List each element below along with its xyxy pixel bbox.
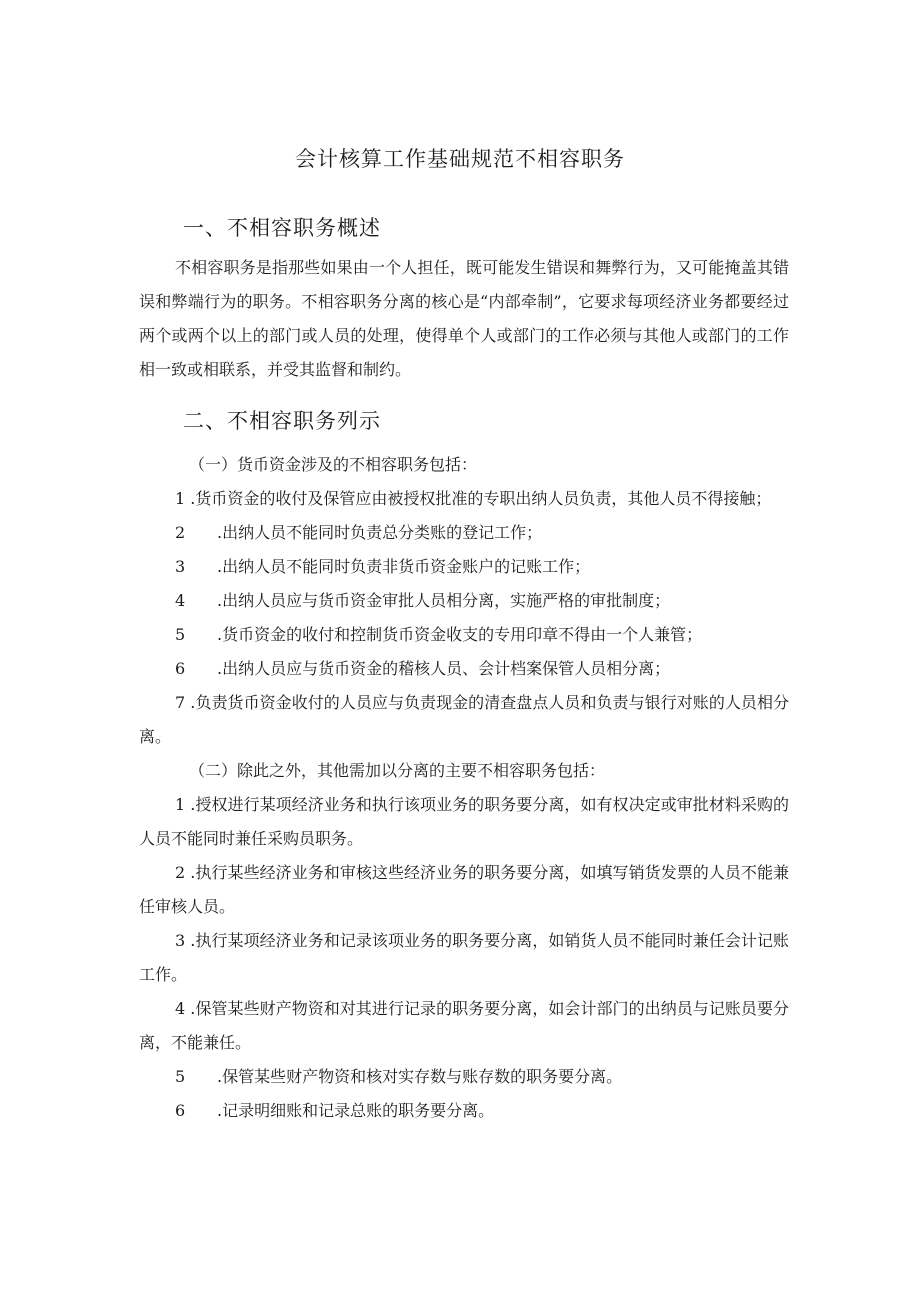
subsection-heading-cash: （一）货币资金涉及的不相容职务包括： <box>189 455 478 474</box>
list-item-number: 6 <box>175 659 186 678</box>
list-body <box>139 448 789 1128</box>
list-item-text: .出纳人员应与货币资金审批人员相分离，实施严格的审批制度； <box>217 591 671 610</box>
list-item-number: 4 <box>175 591 186 610</box>
list-item <box>139 584 789 618</box>
list-item: 7 .负责货币资金收付的人员应与负责现金的清查盘点人员和负责与银行对账的人员相分离。 <box>139 693 789 746</box>
list-item <box>139 1094 789 1128</box>
list-item <box>139 618 789 652</box>
document-title: 会计核算工作基础规范不相容职务 <box>295 147 625 171</box>
list-item-text: .出纳人员不能同时负责非货币资金账户的记账工作； <box>217 557 591 576</box>
list-item-number: 5 <box>175 1067 186 1086</box>
overview-paragraph: 不相容职务是指那些如果由一个人担任，既可能发生错误和舞弊行为，又可能掩盖其错误和弊端行为的职务。不相容职务分离的核心是“内部牵制”，它要求每项经济业务都要经过两个或两个以上的部门或人员的处理，使得单个人或部门的工作必须与其他人或部门的工作相一致或相联系，并受其监督和制约。 <box>139 258 789 379</box>
list-item-text: .出纳人员不能同时负责总分类账的登记工作； <box>217 523 543 542</box>
list-item <box>139 1060 789 1094</box>
list-item: 2 .执行某些经济业务和审核这些经济业务的职务要分离，如填写销货发票的人员不能兼任审核人员。 <box>139 863 789 916</box>
list-item-number: 5 <box>175 625 186 644</box>
list-item-number: 3 <box>175 557 186 576</box>
list-item <box>139 652 789 686</box>
list-item-number: 2 <box>175 523 186 542</box>
list-item-text: .出纳人员应与货币资金的稽核人员、会计档案保管人员相分离； <box>217 659 671 678</box>
list-item-text: .记录明细账和记录总账的职务要分离。 <box>217 1101 495 1120</box>
section-heading-list: 二、不相容职务列示 <box>183 409 381 433</box>
list-item-number: 6 <box>175 1101 186 1120</box>
overview-body <box>139 251 789 387</box>
list-item: 1 .授权进行某项经济业务和执行该项业务的职务要分离，如有权决定或审批材料采购的人员不能同时兼任采购员职务。 <box>139 795 789 848</box>
list-item: 3 .执行某项经济业务和记录该项业务的职务要分离，如销货人员不能同时兼任会计记账工作。 <box>139 931 789 984</box>
list-item: 4 .保管某些财产物资和对其进行记录的职务要分离，如会计部门的出纳员与记账员要分离，不能兼任。 <box>139 999 789 1052</box>
list-item: 1 .货币资金的收付及保管应由被授权批准的专职出纳人员负责，其他人员不得接触； <box>175 489 772 508</box>
list-item-text: .货币资金的收付和控制货币资金收支的专用印章不得由一个人兼管； <box>217 625 703 644</box>
section-heading-overview: 一、不相容职务概述 <box>183 216 381 240</box>
list-item-text: .保管某些财产物资和核对实存数与账存数的职务要分离。 <box>217 1067 623 1086</box>
subsection-heading-other: （二）除此之外，其他需加以分离的主要不相容职务包括： <box>189 761 606 780</box>
list-item <box>139 550 789 584</box>
list-item <box>139 516 789 550</box>
